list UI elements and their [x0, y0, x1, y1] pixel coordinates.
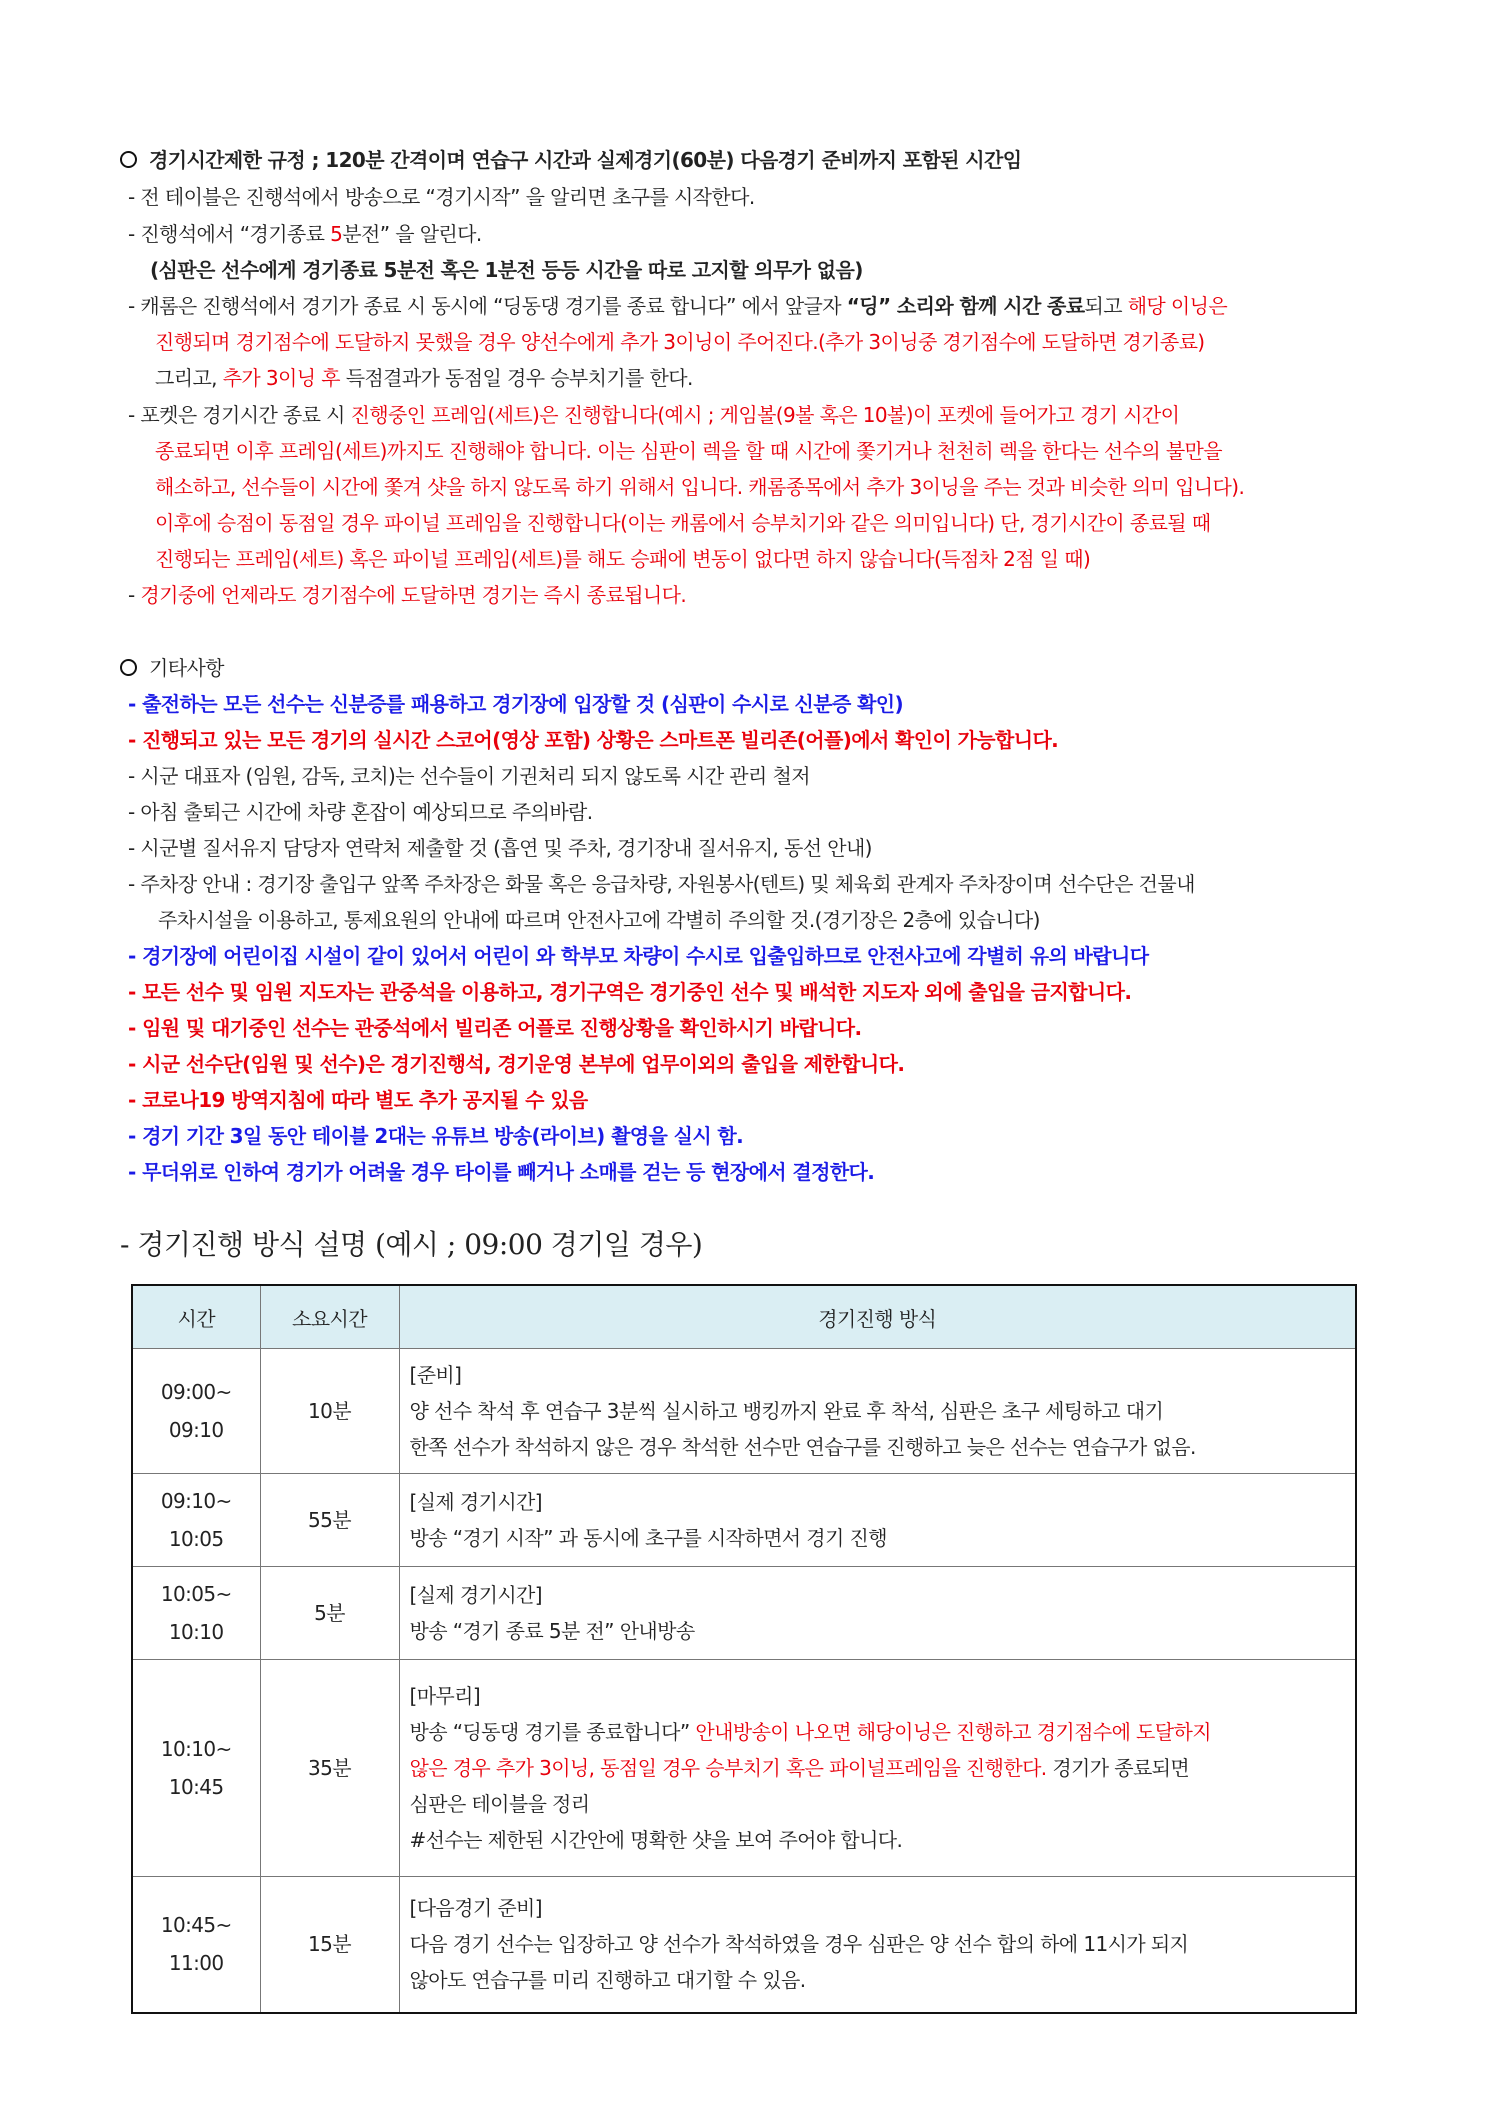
- method-cell: [399, 1474, 1356, 1567]
- method-cell: [399, 1877, 1356, 2013]
- row-text: 다음 경기 선수는 입장하고 양 선수가 착석하였을 경우 심판은 양 선수 합의 하에 11시가 되지: [409, 1932, 1189, 1957]
- header-time: 시간: [132, 1285, 260, 1349]
- text-bold: “딩” 소리와 함께 시간 종료: [846, 294, 1085, 318]
- notice-item: - 아침 출퇴근 시간에 차량 혼잡이 예상되므로 주의바람.: [128, 800, 593, 824]
- time-cell: [132, 1567, 260, 1660]
- method-cell: [399, 1349, 1356, 1474]
- text-red: 경기중에 언제라도 경기점수에 도달하면 경기는 즉시 종료됩니다.: [140, 583, 687, 607]
- notice-item: - 시군 대표자 (임원, 감독, 코치)는 선수들이 기권처리 되지 않도록 시간 관리 철저: [128, 764, 810, 788]
- method-cell: [399, 1567, 1356, 1660]
- time-cell: [132, 1349, 260, 1474]
- text-red: 추가 3이닝 후: [222, 366, 340, 390]
- duration-cell: 10분: [260, 1349, 399, 1474]
- circle-bullet-icon: [120, 151, 137, 168]
- row-label: [마무리]: [409, 1684, 481, 1708]
- notice-item: - 시군 선수단(임원 및 선수)은 경기진행석, 경기운영 본부에 업무이외의 출입을 제한합니다.: [128, 1052, 905, 1076]
- section1-line-9: 해소하고, 선수들이 시간에 쫓겨 샷을 하지 않도록 하기 위해서 입니다. 캐롬종목에서 추가 3이닝을 주는 것과 비슷한 의미 입니다).: [155, 475, 1245, 499]
- text: 그리고,: [155, 366, 223, 390]
- text: - 포켓은 경기시간 종료 시: [128, 403, 351, 427]
- text-red: 해당 이닝은: [1127, 294, 1228, 318]
- row-label: [준비]: [409, 1363, 462, 1387]
- section1-line-5: 진행되며 경기점수에 도달하지 못했을 경우 양선수에게 추가 3이닝이 주어진다.(추가 3이닝중 경기점수에 도달하면 경기종료): [155, 330, 1205, 354]
- row-text: 양 선수 착석 후 연습구 3분씩 실시하고 뱅킹까지 완료 후 착석, 심판은 초구 세팅하고 대기: [409, 1399, 1164, 1423]
- text: 경기가 종료되면: [1046, 1756, 1190, 1780]
- time-start: 09:00~: [160, 1380, 232, 1404]
- notice-item: - 출전하는 모든 선수는 신분증를 패용하고 경기장에 입장할 것 (심판이 수시로 신분증 확인): [128, 692, 904, 716]
- table-row: [132, 1474, 1356, 1567]
- table-header-row: [132, 1285, 1356, 1349]
- section1-line-4: [128, 291, 1227, 321]
- text: - 캐롬은 진행석에서 경기가 종료 시 동시에 “딩동댕 경기를 종료 합니다” 에서 앞글자: [128, 294, 847, 318]
- notice-item: - 시군별 질서유지 담당자 연락처 제출할 것 (흡연 및 주차, 경기장내 질서유지, 동선 안내): [128, 836, 872, 860]
- text: 득점결과가 동점일 경우 승부치기를 한다.: [339, 366, 693, 390]
- text: 방송 “딩동댕 경기를 종료합니다”: [409, 1720, 696, 1744]
- row-text: #선수는 제한된 시간안에 명확한 샷을 보여 주어야 합니다.: [409, 1828, 903, 1852]
- section1-title: 경기시간제한 규정 ; 120분 간격이며 연습구 시간과 실제경기(60분) 다음경기 준비까지 포함된 시간임: [149, 148, 1022, 172]
- duration-cell: 35분: [260, 1660, 399, 1877]
- circle-bullet-icon: [120, 659, 137, 676]
- header-method: 경기진행 방식: [399, 1285, 1356, 1349]
- section1-line-12: [128, 580, 686, 610]
- schedule-table: [131, 1284, 1357, 2014]
- table-row: [132, 1567, 1356, 1660]
- text: - 진행석에서 “경기종료: [128, 222, 331, 246]
- row-text: [410, 1750, 1346, 1786]
- table-row: [132, 1877, 1356, 2013]
- text-red: 5: [330, 222, 343, 246]
- time-end: 10:45: [168, 1775, 224, 1799]
- row-text: 않아도 연습구를 미리 진행하고 대기할 수 있음.: [409, 1968, 806, 1993]
- section1-line-8: 종료되면 이후 프레임(세트)까지도 진행해야 합니다. 이는 심판이 렉을 할 때 시간에 쫓기거나 천천히 렉을 한다는 선수의 불만을: [155, 439, 1223, 463]
- time-start: 10:45~: [160, 1913, 232, 1938]
- text: 분전” 을 알린다.: [342, 222, 482, 246]
- section2-title-line: [120, 653, 224, 683]
- time-end: 11:00: [168, 1951, 224, 1976]
- table-row: [132, 1660, 1356, 1877]
- notice-item: - 경기장에 어린이집 시설이 같이 있어서 어린이 와 학부모 차량이 수시로 입출입하므로 안전사고에 각별히 유의 바랍니다: [128, 944, 1149, 968]
- notice-item: 주차시설을 이용하고, 통제요원의 안내에 따르며 안전사고에 각별히 주의할 것.(경기장은 2층에 있습니다): [158, 908, 1040, 932]
- section1-line-1: - 전 테이블은 진행석에서 방송으로 “경기시작” 을 알리면 초구를 시작한다.: [128, 185, 755, 209]
- method-cell: [399, 1660, 1356, 1877]
- row-label: [실제 경기시간]: [409, 1490, 542, 1514]
- time-start: 09:10~: [160, 1489, 232, 1513]
- duration-cell: 5분: [260, 1567, 399, 1660]
- text-red: 않은 경우 추가 3이닝, 동점일 경우 승부치기 혹은 파이널프레임을 진행한다.: [409, 1756, 1047, 1780]
- row-label: [실제 경기시간]: [409, 1583, 542, 1607]
- row-text: 한쪽 선수가 착석하지 않은 경우 착석한 선수만 연습구를 진행하고 늦은 선수는 연습구가 없음.: [409, 1435, 1196, 1459]
- section1-title-line: [120, 145, 1021, 175]
- text: 되고: [1084, 294, 1128, 318]
- time-start: 10:10~: [160, 1737, 232, 1761]
- time-end: 10:05: [168, 1527, 224, 1551]
- time-cell: [132, 1474, 260, 1567]
- text-red: 진행중인 프레임(세트)은 진행합니다(예시 ; 게임볼(9볼 혹은 10볼)이 포켓에 들어가고 경기 시간이: [350, 403, 1180, 427]
- text: -: [128, 583, 141, 607]
- notice-item: - 주차장 안내 : 경기장 출입구 앞쪽 주차장은 화물 혹은 응급차량, 자원봉사(텐트) 및 체육회 관계자 주차장이며 선수단은 건물내: [128, 872, 1195, 896]
- duration-cell: 55분: [260, 1474, 399, 1567]
- row-text: [410, 1714, 1346, 1750]
- time-cell: [132, 1877, 260, 2013]
- row-text: 방송 “경기 시작” 과 동시에 초구를 시작하면서 경기 진행: [409, 1526, 887, 1550]
- section1-line-7: [128, 400, 1179, 430]
- header-duration: 소요시간: [260, 1285, 399, 1349]
- schedule-heading: - 경기진행 방식 설명 (예시 ; 09:00 경기일 경우): [120, 1228, 703, 1261]
- section1-line-10: 이후에 승점이 동점일 경우 파이널 프레임을 진행합니다(이는 캐롬에서 승부치기와 같은 의미입니다) 단, 경기시간이 종료될 때: [155, 511, 1211, 535]
- table-row: [132, 1349, 1356, 1474]
- notice-item: - 모든 선수 및 임원 지도자는 관중석을 이용하고, 경기구역은 경기중인 선수 및 배석한 지도자 외에 출입을 금지합니다.: [128, 980, 1132, 1004]
- time-end: 09:10: [168, 1418, 224, 1442]
- time-cell: [132, 1660, 260, 1877]
- row-text: 방송 “경기 종료 5분 전” 안내방송: [409, 1619, 695, 1643]
- notice-item: - 무더위로 인하여 경기가 어려울 경우 타이를 빼거나 소매를 걷는 등 현장에서 결정한다.: [128, 1160, 875, 1184]
- notice-item: - 임원 및 대기중인 선수는 관중석에서 빌리존 어플로 진행상황을 확인하시기 바랍니다.: [128, 1016, 862, 1040]
- row-text: 심판은 테이블을 정리: [409, 1792, 590, 1816]
- text-red: 안내방송이 나오면 해당이닝은 진행하고 경기점수에 도달하지: [695, 1720, 1211, 1744]
- section1-line-6: [155, 363, 693, 393]
- section1-line-3: (심판은 선수에게 경기종료 5분전 혹은 1분전 등등 시간을 따로 고지할 의무가 없음): [150, 258, 863, 282]
- section2-title: 기타사항: [149, 656, 224, 680]
- section1-line-11: 진행되는 프레임(세트) 혹은 파이널 프레임(세트)를 해도 승패에 변동이 없다면 하지 않습니다(득점차 2점 일 때): [155, 547, 1091, 571]
- notice-item: - 경기 기간 3일 동안 테이블 2대는 유튜브 방송(라이브) 촬영을 실시 함.: [128, 1124, 744, 1148]
- duration-cell: 15분: [260, 1877, 399, 2013]
- row-label: [다음경기 준비]: [409, 1896, 542, 1921]
- notice-item: - 진행되고 있는 모든 경기의 실시간 스코어(영상 포함) 상황은 스마트폰 빌리존(어플)에서 확인이 가능합니다.: [128, 728, 1059, 752]
- time-end: 10:10: [168, 1620, 224, 1644]
- time-start: 10:05~: [160, 1582, 232, 1606]
- section1-line-2: [128, 219, 482, 249]
- notice-item: - 코로나19 방역지침에 따라 별도 추가 공지될 수 있음: [128, 1088, 588, 1112]
